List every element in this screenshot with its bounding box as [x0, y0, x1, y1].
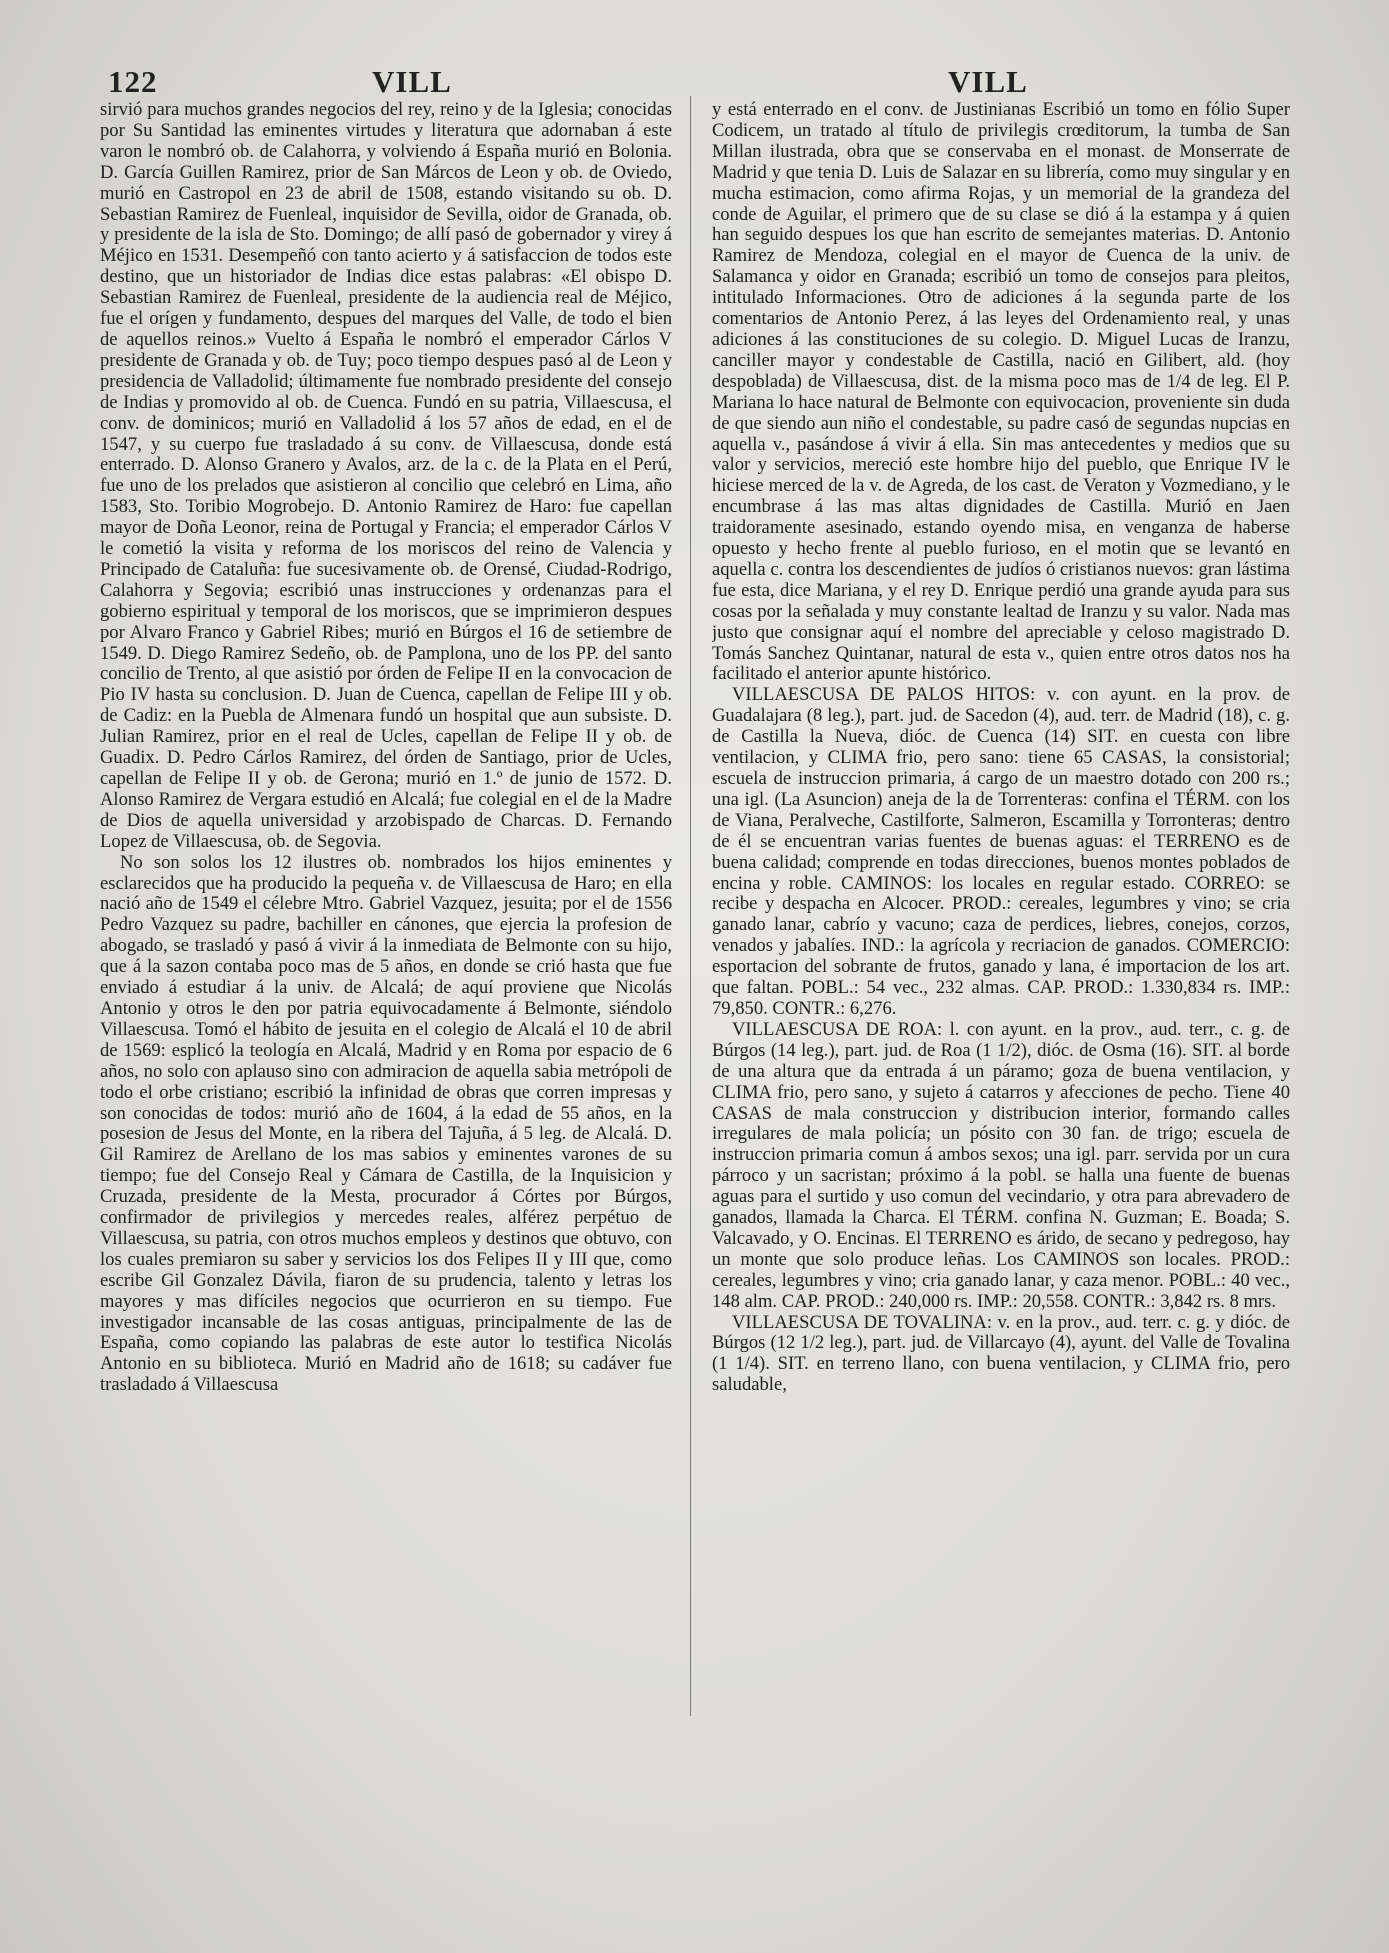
entry-villaescusa-de-roa: VILLAESCUSA DE ROA: l. con ayunt. en la prov., aud. terr., c. g. de Búrgos (14 leg.), part. jud. de Roa (1 1/2), dióc. de Osma (16). SIT. al borde de una altura que da entrada á un páramo; goza de buena ventilacion, y CLIMA frio, pero sano, y sujeto á catarros y afecciones de pecho. Tiene 40 CASAS de mala construccion y distribucion interior, formando calles irregulares de mala policía; un pósito con 30 fan. de trigo; escuela de instruccion primaria comun á ambos sexos; una igl. parr. servida por un cura párroco y un sacristan; próximo á la pobl. se halla una fuente de buenas aguas para el surtido y uso comun del vecindario, y otra para abrevadero de ganados, llamada la Charca. El TÉRM. confina N. Guzman; E. Boada; S. Valcavado, y O. Encinas. El TERRENO es árido, de secano y pedregoso, hay un monte que solo produce leñas. Los CAMINOS son locales. PROD.: cereales, legumbres y vino; cria ganado lanar, y caza menor. POBL.: 40 vec., 148 alm. CAP. PROD.: 240,000 rs. IMP.: 20,558. CONTR.: 3,842 rs. 8 mrs.: [712, 1018, 1290, 1312]
left-paragraph-1: sirvió para muchos grandes negocios del rey, reino y de la Iglesia; conocidas por Su Santidad las eminentes virtudes y literatura que adornaban á este varon le nombró ob. de Calahorra, y volviendo á España murió en Bolonia. D. García Guillen Ramirez, prior de San Márcos de Leon y ob. de Oviedo, murió en Castropol en 23 de abril de 1508, estando visitando su ob. D. Sebastian Ramirez de Fuenleal, inquisidor de Sevilla, oidor de Granada, ob. y presidente de la isla de Sto. Domingo; de allí pasó de gobernador y virey á Méjico en 1531. Desempeñó con tanto acierto y á satisfaccion de todos este destino, que un historiador de Indias dice estas palabras: «El obispo D. Sebastian Ramirez de Fuenleal, presidente de la audiencia real de Méjico, fue el orígen y fundamento, despues del marques del Valle, de todo el bien de aquellos reinos.» Vuelto á España le nombró el emperador Cárlos V presidente de Granada y ob. de Tuy; poco tiempo despues pasó al de Leon y presidencia de Valladolid; últimamente fue nombrado presidente del consejo de Indias y promovido al ob. de Cuenca. Fundó en su patria, Villaescusa, el conv. de dominicos; murió en Valladolid á los 57 años de edad, en el de 1547, y su cuerpo fue trasladado á su conv. de Villaescusa, donde está enterrado. D. Alonso Granero y Avalos, arz. de la c. de la Plata en el Perú, fue uno de los prelados que asistieron al concilio que celebró en Lima, año 1583, Sto. Toribio Mogrobejo. D. Antonio Ramirez de Haro: fue capellan mayor de Doña Leonor, reina de Portugal y Francia; el emperador Cárlos V le cometió la visita y reforma de los moriscos del reino de Valencia y Principado de Cataluña: fue sucesivamente ob. de Orensé, Ciudad-Rodrigo, Calahorra y Segovia; escribió unas instrucciones y ordenanzas para el gobierno espiritual y temporal de los moriscos, que se imprimieron despues por Alvaro Franco y Gabriel Ribes; murió en Búrgos el 16 de setiembre de 1549. D. Diego Ramirez Sedeño, ob. de Pamplona, uno de los PP. del santo concilio de Trento, al que asistió por órden de Felipe II en la convocacion de Pio IV hasta su conclusion. D. Juan de Cuenca, capellan de Felipe III y ob. de Cadiz: en la Puebla de Almenara fundó un hospital que aun subsiste. D. Julian Ramirez, prior en el real de Ucles, capellan de Felipe II y ob. de Guadix. D. Pedro Cárlos Ramirez, del órden de Santiago, prior de Ucles, capellan de Felipe II y ob. de Gerona; murió en 1.º de junio de 1572. D. Alonso Ramirez de Vergara estudió en Alcalá; fue colegial en el de la Madre de Dios de aquella universidad y arzobispado de Charcas. D. Fernando Lopez de Villaescusa, ob. de Segovia.: [100, 100, 672, 852]
entry-villaescusa-de-tovalina: VILLAESCUSA DE TOVALINA: v. en la prov., aud. terr. c. g. y dióc. de Búrgos (12 1/2 leg.), part. jud. de Villarcayo (4), ayunt. del Valle de Tovalina (1 1/4). SIT. en terreno llano, con buena ventilacion, y CLIMA frio, pero saludable,: [712, 1311, 1290, 1396]
left-paragraph-2: No son solos los 12 ilustres ob. nombrados los hijos eminentes y esclarecidos que ha producido la pequeña v. de Villaescusa de Haro; en ella nació año de 1549 el célebre Mtro. Gabriel Vazquez, jesuita; por el de 1556 Pedro Vazquez su padre, bachiller en cánones, que ejercia la profesion de abogado, se trasladó y pasó á vivir á la inmediata de Belmonte con su hijo, que á la sazon contaba poco mas de 5 años, en donde se crió hasta que fue enviado á estudiar á la univ. de Alcalá; de aquí proviene que Nicolás Antonio y otros le den por patria equivocadamente á Belmonte, siéndolo Villaescusa. Tomó el hábito de jesuita en el colegio de Alcalá el 10 de abril de 1569: esplicó la teología en Alcalá, Madrid y en Roma por espacio de 6 años, no solo con aplauso sino con admiracion de aquella sabia metrópoli de todo el orbe cristiano; escribió la infinidad de obras que corren impresas y son conocidas de todos: murió año de 1604, á la edad de 55 años, en la posesion de Jesus del Monte, en la ribera del Tajuña, á 5 leg. de Alcalá. D. Gil Ramirez de Arellano de los mas sabios y eminentes varones de su tiempo; fue del Consejo Real y Cámara de Castilla, de la Inquisicion y Cruzada, presidente de la Mesta, procurador á Córtes por Búrgos, confirmador de privilegios y mercedes reales, alférez perpétuo de Villaescusa, su patria, con otros muchos empleos y destinos que obtuvo, con los cuales premiaron su saber y servicios los dos Felipes II y III que, como escribe Gil Gonzalez Dávila, fiaron de su prudencia, talento y letras los mayores y mas difíciles negocios que ocurrieron en su tiempo. Fue investigador incansable de las cosas antiguas, principalmente de las de España, como copiando las palabras de este autor lo testifica Nicolás Antonio en su biblioteca. Murió en Madrid año de 1618; su cadáver fue trasladado á Villaescusa: [100, 851, 672, 1396]
left-column: [100, 100, 672, 1930]
header-left-title: VILL: [372, 64, 452, 99]
column-divider: [690, 96, 691, 1716]
header-right-title: VILL: [948, 64, 1028, 99]
running-header: [108, 64, 1288, 100]
page-number: 122: [108, 64, 158, 99]
entry-villaescusa-de-palos-hitos: VILLAESCUSA DE PALOS HITOS: v. con ayunt. en la prov. de Guadalajara (8 leg.), part. jud. de Sacedon (4), aud. terr. de Madrid (18), c. g. de Castilla la Nueva, dióc. de Cuenca (14) SIT. en cuesta con libre ventilacion, y CLIMA frio, pero sano: tiene 65 CASAS, la consistorial; escuela de instruccion primaria, á cargo de un maestro dotado con 200 rs.; una igl. (La Asuncion) aneja de la de Torrenteras: confina el TÉRM. con los de Viana, Peralveche, Castilforte, Salmeron, Escamilla y Torronteras; dentro de él se encuentran varias fuentes de buenas aguas: el TERRENO es de buena calidad; comprende en todas direcciones, buenos montes poblados de encina y roble. CAMINOS: los locales en regular estado. CORREO: se recibe y despacha en Alcocer. PROD.: cereales, legumbres y vino; se cria ganado lanar, cabrío y vacuno; caza de perdices, liebres, conejos, corzos, venados y jabalíes. IND.: la agrícola y recriacion de ganados. COMERCIO: esportacion del sobrante de frutos, ganado y lana, é importacion de los art. que faltan. POBL.: 54 vec., 232 almas. CAP. PROD.: 1.330,834 rs. IMP.: 79,850. CONTR.: 6,276.: [712, 684, 1290, 1019]
right-column: [712, 100, 1290, 1930]
right-paragraph-1: y está enterrado en el conv. de Justinianas Escribió un tomo en fólio Super Codicem, un tratado al título de privilegis crœditorum, la tumba de San Millan ilustrada, obra que se conservaba en el monast. de Monserrate de Madrid y que tenia D. Luis de Salazar en su librería, como muy singular y en mucha estimacion, como afirma Rojas, y un memorial de la grandeza del conde de Aguilar, el primero que de su clase se dió á la estampa y á quien han seguido despues los que han escrito de semejantes materias. D. Antonio Ramirez de Mendoza, colegial en el mayor de Cuenca de la univ. de Salamanca y oidor en Granada; escribió un tomo de consejos para pleitos, intitulado Informaciones. Otro de adiciones á la segunda parte de los comentarios de Antonio Perez, á las leyes del Ordenamiento real, y unas adiciones á las constituciones de su colegio. D. Miguel Lucas de Iranzu, canciller mayor y condestable de Castilla, nació en Gilibert, ald. (hoy despoblada) de Villaescusa, dist. de la misma poco mas de 1/4 de leg. El P. Mariana lo hace natural de Belmonte con equivocacion, proveniente sin duda de que siendo aun niño el condestable, su padre casó de segundas nupcias en aquella v., pasándose á vivir á ella. Sin mas antecedentes y medios que su valor y servicios, mereció este hombre hijo del pueblo, que Enrique IV le hiciese merced de la v. de Agreda, de los cast. de Veraton y Vozmediano, y le encumbrase á las mas altas dignidades de Castilla. Murió en Jaen traidoramente asesinado, estando oyendo misa, en venganza de haberse opuesto y hecho frente al pueblo furioso, en el motin que se levantó en aquella c. contra los descendientes de judíos ó cristianos nuevos: gran lástima fue esta, dice Mariana, y el rey D. Enrique perdió una grande ayuda para sus cosas por la señalada y muy constante lealtad de Iranzu y su valor. Nada mas justo que consignar aquí el nombre del apreciable y celoso magistrado D. Tomás Sanchez Quintanar, natural de esta v., quien entre otros datos nos ha facilitado el anterior apunte histórico.: [712, 100, 1290, 685]
